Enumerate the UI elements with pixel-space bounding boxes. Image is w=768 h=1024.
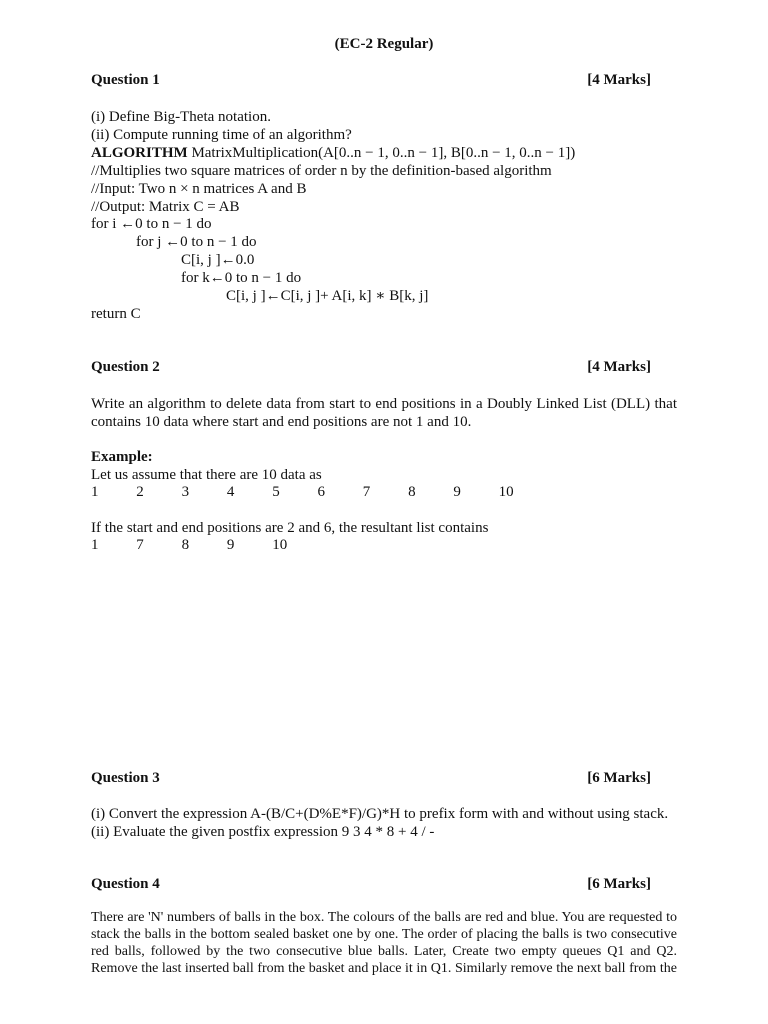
list-item: 10 <box>498 484 514 500</box>
list-item: 3 <box>181 484 190 500</box>
algorithm-name: MatrixMultiplication(A[0..n − 1, 0..n − 1], B[0..n − 1, 0..n − 1]) <box>187 145 576 161</box>
list-item: 8 <box>181 537 190 553</box>
algorithm-signature <box>91 144 575 162</box>
q1-part-i: (i) Define Big-Theta notation. <box>91 109 271 125</box>
example-label: Example: <box>91 449 153 465</box>
list-item: 10 <box>272 537 288 553</box>
question-1-marks: [4 Marks] <box>587 72 651 88</box>
initial-list <box>91 484 544 501</box>
q3-part-ii: (ii) Evaluate the given postfix expression 9 3 4 * 8 + 4 / - <box>91 824 435 840</box>
list-item: 9 <box>226 537 235 553</box>
algorithm-comment-input: //Input: Two n × n matrices A and B <box>91 181 307 197</box>
algorithm-comment-output: //Output: Matrix C = AB <box>91 199 240 215</box>
list-item: 2 <box>136 484 144 500</box>
q4-paragraph: There are 'N' numbers of balls in the box. The colours of the balls are red and blue. You are requested to stack the balls in the bottom sealed basket one by one. The order of placing the balls is two consecutive red balls, followed by the two consecutive blue balls. Later, Create two empty queues Q1 and Q2. Remove the last inserted ball from the basket and place it in Q1. Similarly remove the next ball from the <box>91 910 677 976</box>
list-item: 5 <box>272 484 280 500</box>
list-item: 7 <box>136 537 144 553</box>
question-1-title: Question 1 <box>91 72 160 88</box>
q4-text <box>91 909 677 977</box>
example-assumption: Let us assume that there are 10 data as <box>91 467 322 483</box>
q1-part-ii: (ii) Compute running time of an algorithm? <box>91 127 352 143</box>
question-4-marks: [6 Marks] <box>587 876 651 892</box>
algorithm-comment-description: //Multiplies two square matrices of order n by the definition-based algorithm <box>91 163 552 179</box>
list-item: 1 <box>91 537 99 553</box>
algorithm-keyword: ALGORITHM <box>91 145 188 161</box>
list-item: 9 <box>453 484 461 500</box>
code-line-for-j: for j ←0 to n − 1 do <box>136 234 257 250</box>
list-item: 4 <box>226 484 235 500</box>
list-item: 6 <box>317 484 325 500</box>
result-list <box>91 537 317 554</box>
code-line-return: return C <box>91 306 141 322</box>
exam-title: (EC-2 Regular) <box>334 36 434 52</box>
code-line-accumulate: C[i, j ]←C[i, j ]+ A[i, k] ∗ B[k, j] <box>226 288 429 304</box>
question-4-header <box>91 876 651 893</box>
question-1-header <box>91 72 651 89</box>
list-item: 8 <box>408 484 416 500</box>
question-3-header <box>91 770 651 787</box>
code-line-init-c: C[i, j ]←0.0 <box>181 252 255 268</box>
code-line-for-i: for i ←0 to n − 1 do <box>91 216 212 232</box>
q2-text: Write an algorithm to delete data from start to end positions in a Doubly Linked List (DLL) that contains 10 data where start and end positions are not 1 and 10. <box>91 396 677 430</box>
code-line-for-k: for k←0 to n − 1 do <box>181 270 302 286</box>
question-2-title: Question 2 <box>91 359 160 375</box>
q3-part-i: (i) Convert the expression A-(B/C+(D%E*F)/G)*H to prefix form with and without using stack. <box>91 806 669 822</box>
question-3-marks: [6 Marks] <box>587 770 651 786</box>
list-item: 1 <box>91 484 99 500</box>
example-result-text: If the start and end positions are 2 and 6, the resultant list contains <box>91 520 489 536</box>
question-3-title: Question 3 <box>91 770 160 786</box>
question-2-header <box>91 359 651 376</box>
list-item: 7 <box>362 484 371 500</box>
question-4-title: Question 4 <box>91 876 160 892</box>
question-2-marks: [4 Marks] <box>587 359 651 375</box>
